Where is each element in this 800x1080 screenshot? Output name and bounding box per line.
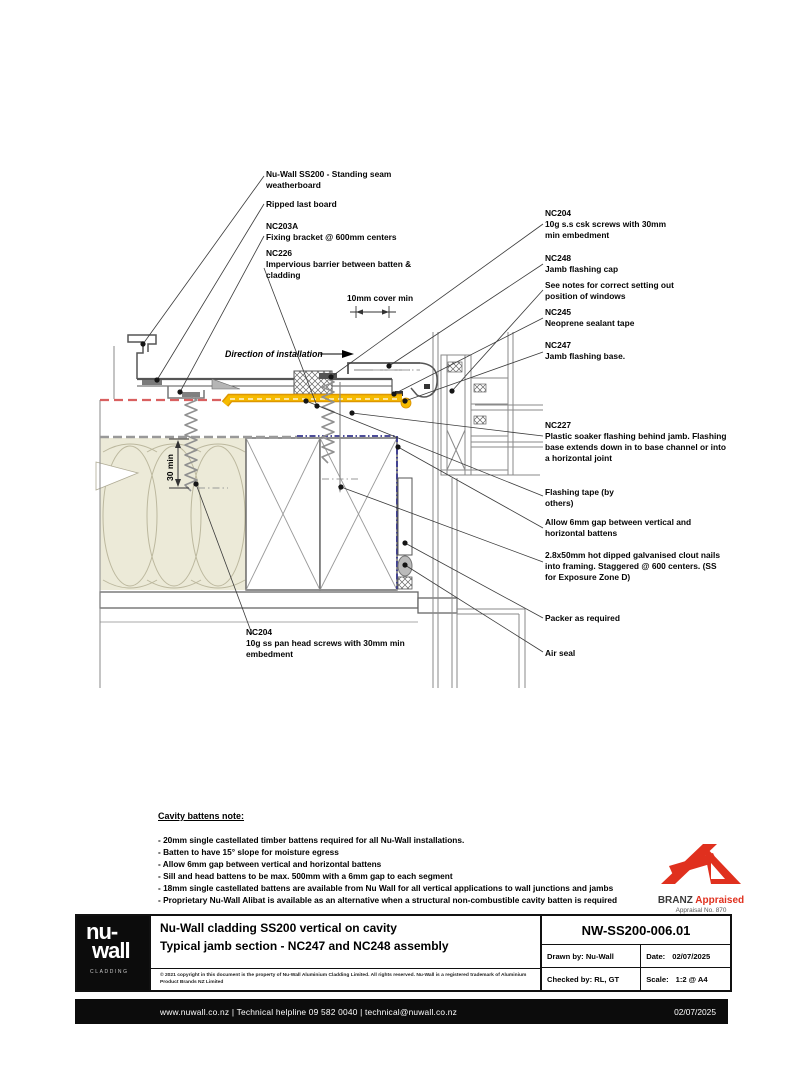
callout-weatherboard [266,169,408,191]
drawn-by: Drawn by: Nu-Wall [542,945,641,967]
cover-dim-label: 10mm cover min [347,293,414,303]
note-item: - Allow 6mm gap between vertical and horizontal battens [158,859,382,870]
checked-by: Checked by: RL, GT [542,968,641,990]
cavity-battens-note [158,811,644,906]
branz-appraisal-number: Appraisal No. 870 [675,907,727,914]
footer-date: 02/07/2025 [674,1006,716,1017]
sheet-title-line2: Typical jamb section - NC247 and NC248 assembly [160,939,449,953]
ripped-last-board [212,379,240,389]
callout-fixing-bracket [266,221,426,243]
callout-text: Flashing tape (by others) [545,487,614,508]
copyright-notice: © 2021 copyright in this document is the property of Nu-Wall Aluminium Cladding Limited. All rights reserved. Nu-Wall is a registered trademark of Aluminium Product Brands NZ Limited [151,968,540,990]
branz-logo-icon [651,836,751,888]
callout-code: NC204 [246,627,273,637]
branz-name: BRANZ [657,895,693,906]
note-item: - Proprietary Nu-Wall Alibat is available as an alternative when a structural non-combustible cavity batten is required [158,895,618,906]
title-block-middle [149,916,542,990]
note-item: - Sill and head battens to be max. 500mm with a 6mm gap to each segment [158,871,453,882]
callout-text: Impervious barrier between batten & cladding [266,258,412,280]
timber-studs [246,438,397,590]
window-frame-hatch [448,362,486,424]
direction-arrow [320,350,354,358]
callout-jamb-flashing-cap [545,253,675,275]
callout-code: NC226 [266,248,293,258]
callout-clout-nails [545,550,727,583]
callout-code: NC204 [545,208,572,218]
drawn-date-row [542,945,730,968]
logo-text-line2: wall [92,938,130,963]
drawing-number: NW-SS200-006.01 [542,916,730,945]
callout-text: Allow 6mm gap between vertical and horizontal battens [545,517,692,538]
footer-contact-info: www.nuwall.co.nz | Technical helpline 09 582 0040 | technical@nuwall.co.nz [160,1006,458,1017]
callout-text: See notes for correct setting out position of windows [545,280,674,301]
embed-dim-label: 30 min [165,454,175,481]
callout-text: Jamb flashing base. [545,350,626,361]
window-frame-extrusion [441,355,543,475]
logo-text-line1: nu- [86,919,118,944]
callout-code: NC245 [545,307,572,317]
cover-dimension [350,306,396,318]
logo-subtext: CLADDING [90,969,129,975]
callout-code: NC227 [545,420,572,430]
title-block-right [542,916,730,990]
date-value: 02/07/2025 [672,951,711,961]
scale-cell [641,968,730,990]
checked-scale-row [542,968,730,990]
callout-flashing-tape [545,487,623,509]
callout-batten-gap [545,517,723,539]
callout-jamb-flashing-base [545,340,675,362]
callout-text: 10g ss pan head screws with 30mm min embedment [246,637,405,659]
callout-text: 10g s.s csk screws with 30mm min embedment [545,218,667,240]
callout-ripped-last-board [266,199,408,210]
notes-title: Cavity battens note: [158,811,245,821]
callout-text: 2.8x50mm hot dipped galvanised clout nails into framing. Staggered @ 600 centers. (SS for Exposure Zone D) [545,550,720,582]
callout-air-seal [545,648,645,659]
callout-neoprene-tape [545,307,685,329]
callout-csk-screws [545,208,667,241]
callout-text: Neoprene sealant tape [545,317,635,328]
note-item: - 18mm single castellated battens are available from Nu Wall for all vertical applications to wall junctions and jambs [158,883,614,894]
callout-code: NC248 [545,253,572,263]
packer-hatch [398,577,412,589]
callout-code: NC247 [545,340,572,350]
callout-text: Nu-Wall SS200 - Standing seam weatherboard [266,169,392,190]
callout-text: Air seal [545,648,576,658]
scale-label: Scale: [646,974,669,984]
callout-text: Jamb flashing cap [545,263,619,274]
scale-value: 1:2 @ A4 [675,974,708,984]
direction-label: Direction of installation [225,349,323,359]
callout-code: NC203A [266,221,299,231]
branz-status: Appraised [695,895,745,906]
callout-text: Ripped last board [266,199,337,209]
date-label: Date: [646,951,666,961]
callout-window-setout-note [545,280,683,302]
callout-text: Fixing bracket @ 600mm centers [266,231,397,242]
note-item: - 20mm single castellated timber battens required for all Nu-Wall installations. [158,835,465,845]
callout-soaker-flashing [545,420,727,464]
note-item: - Batten to have 15° slope for moisture egress [158,847,339,858]
sheet-title-line1: Nu-Wall cladding SS200 vertical on cavity [160,921,397,935]
footer-bar [75,999,728,1024]
date-cell [641,945,730,967]
callout-impervious-barrier [266,248,424,281]
bottom-plate [100,592,457,622]
title-block [75,914,732,992]
branz-appraised-badge [646,836,756,914]
callout-text: Plastic soaker flashing behind jamb. Flashing base extends down in to base channel or into a horizontal joint [545,430,727,463]
callout-pan-head-screws [246,627,414,660]
branz-label [646,895,756,906]
callout-packer [545,613,695,624]
nuwall-logo [77,916,149,990]
callout-text: Packer as required [545,613,620,623]
